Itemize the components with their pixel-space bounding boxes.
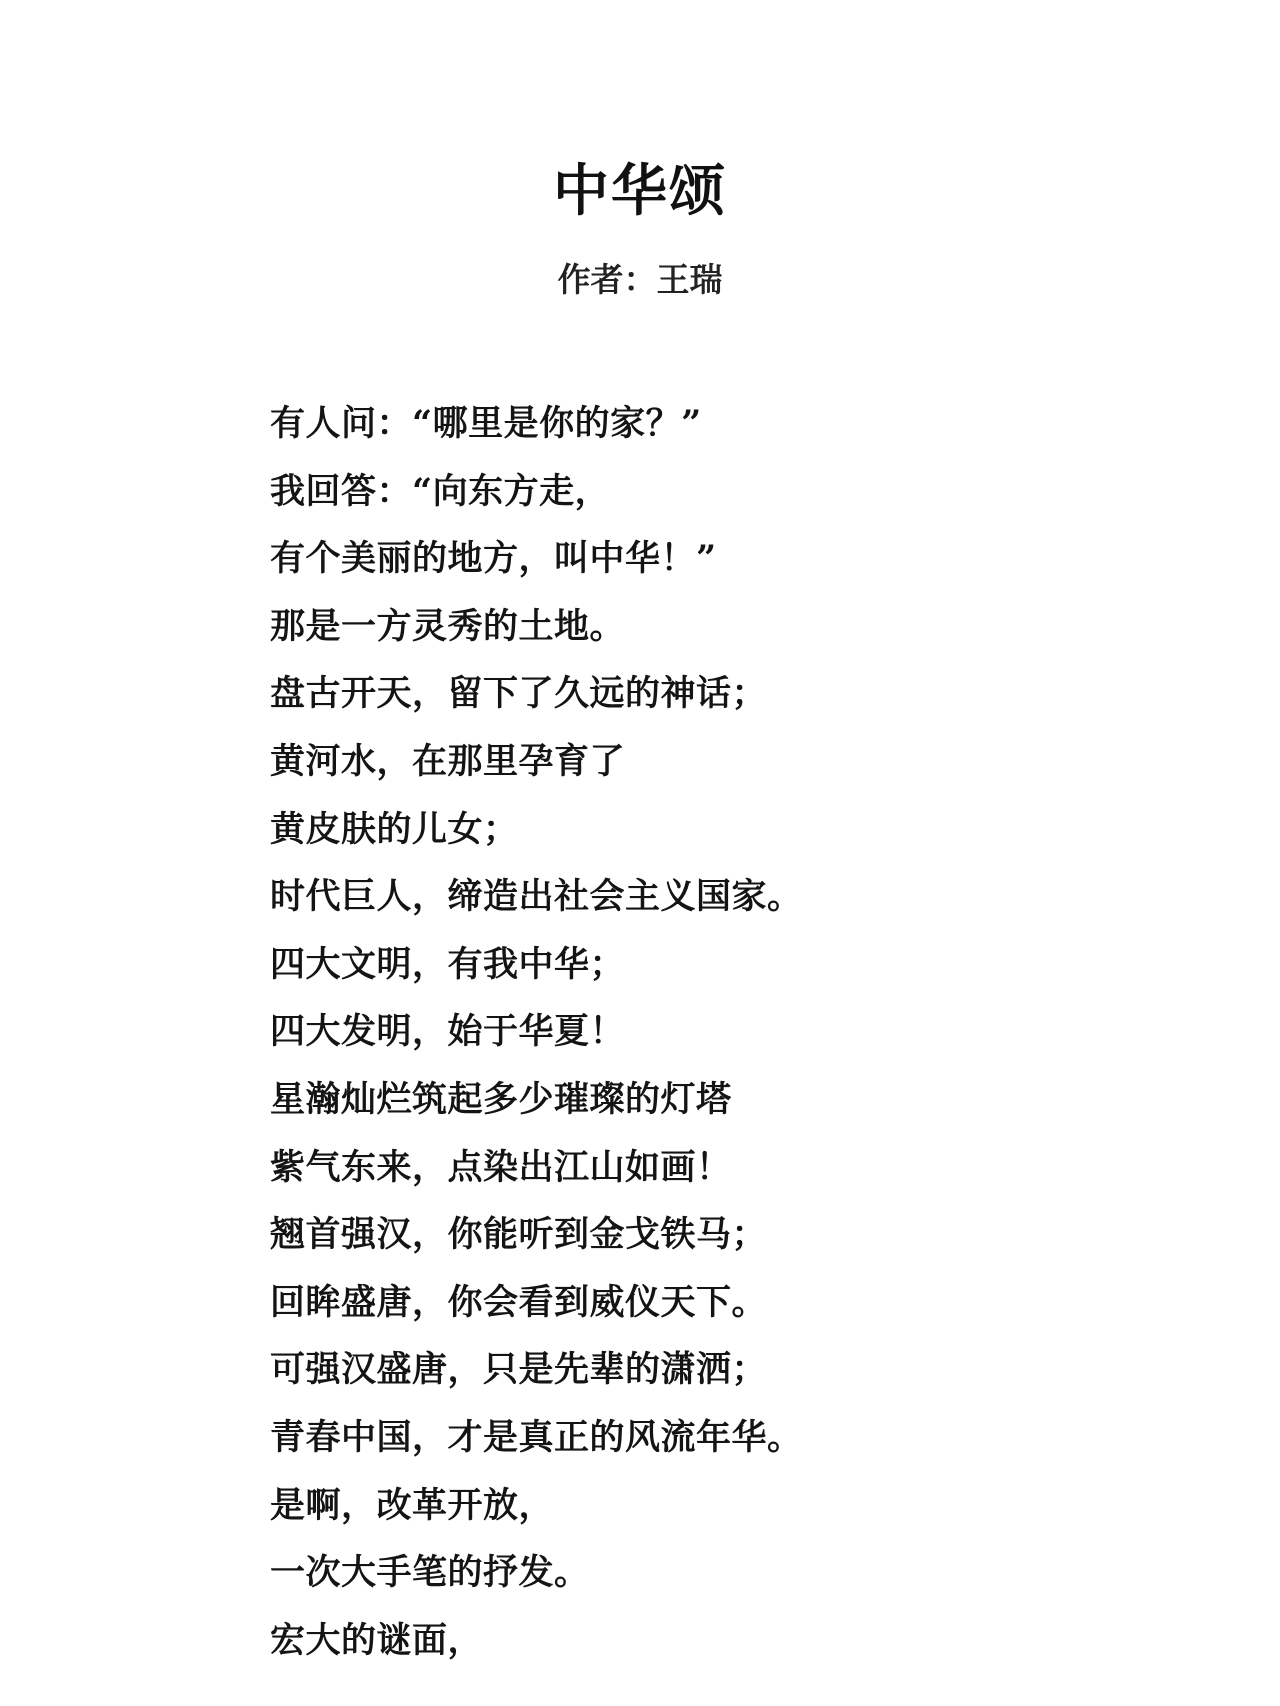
author-line: 作者：王瑞 [557, 260, 723, 299]
poem-line: 青春中国，才是真正的风流年华。 [270, 1416, 803, 1458]
poem-line: 一次大手笔的抒发。 [270, 1552, 590, 1594]
poem-line: 黄皮肤的儿女； [270, 808, 519, 850]
poem-line: 四大文明，有我中华； [270, 943, 626, 985]
poem-line: 星瀚灿烂筑起多少璀璨的灯塔 [270, 1078, 732, 1120]
poem-line: 盘古开天，留下了久远的神话； [270, 673, 768, 715]
poem-line: 我回答：“向东方走， [270, 470, 611, 512]
poem-line: 是啊，改革开放， [270, 1484, 555, 1526]
poem-line: 那是一方灵秀的土地。 [270, 605, 626, 647]
poem-line: 翘首强汉，你能听到金戈铁马； [270, 1214, 768, 1256]
poem-line: 时代巨人，缔造出社会主义国家。 [270, 876, 803, 918]
poem-body [270, 390, 1170, 1674]
poem-line: 有个美丽的地方，叫中华！” [270, 538, 717, 580]
poem-line: 紫气东来，点染出江山如画！ [270, 1146, 732, 1188]
poem-line: 黄河水，在那里孕育了 [270, 740, 626, 782]
poem-line: 可强汉盛唐，只是先辈的潇洒； [270, 1349, 768, 1391]
poem-line: 四大发明，始于华夏！ [270, 1011, 626, 1053]
poem-title: 中华颂 [553, 159, 727, 224]
poem-line: 宏大的谜面， [270, 1619, 484, 1661]
poem-line: 有人问：“哪里是你的家？” [270, 403, 702, 444]
poem-line: 回眸盛唐，你会看到威仪天下。 [270, 1281, 768, 1323]
